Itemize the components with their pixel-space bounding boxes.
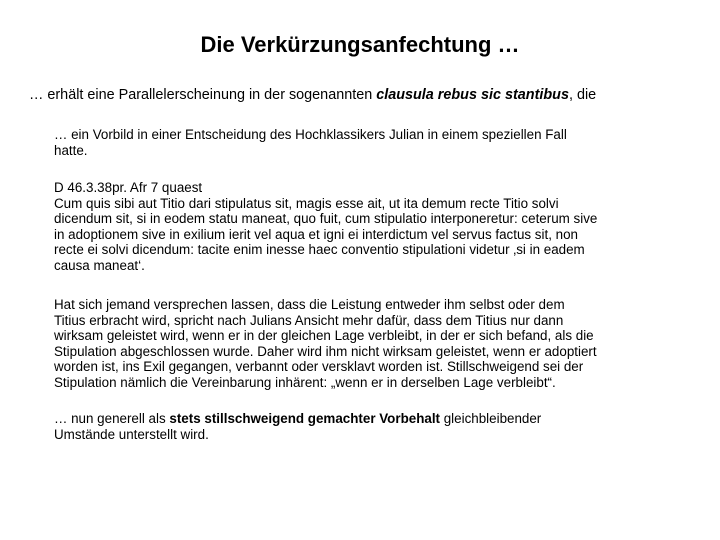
intro-line (29, 86, 689, 105)
paragraph-julian-precedent (54, 127, 706, 158)
paragraph-line: dicendum sit, si in eodem statu maneat, quo fuit, cum stipulatio interponeretur: ceterum sive (54, 211, 598, 227)
intro-emphasis: clausula rebus sic stantibus (376, 87, 569, 103)
intro-text-after: , die (568, 87, 597, 103)
paragraph-line: in adoptionem sive in exilium ierit vel aqua et igni ei interdictum vel servus factus sit, non (54, 226, 578, 242)
paragraph-line: wirksam geleistet wird, wenn er in der gleichen Lage verbleibt, in der er sich befand, als die (54, 328, 594, 344)
conclusion-text-after: gleichbleibender (440, 411, 542, 426)
paragraph-conclusion (54, 411, 706, 442)
paragraph-line: recte ei solvi dicendum: tacite enim inesse haec conventio stipulationi videtur ‚si in eadem (54, 242, 585, 258)
paragraph-line: hatte. (54, 142, 88, 158)
paragraph-line: Cum quis sibi aut Titio dari stipulatus sit, magis esse ait, ut ita demum recte Titio solvi (54, 195, 559, 211)
paragraph-line: … ein Vorbild in einer Entscheidung des Hochklassikers Julian in einem speziellen Fall (54, 127, 567, 142)
paragraph-line: Hat sich jemand versprechen lassen, dass die Leistung entweder ihm selbst oder dem (54, 297, 565, 312)
paragraph-line (54, 411, 706, 427)
paragraph-line: worden ist, ins Exil gegangen, verbannt oder versklavt worden ist. Stillschweigend sei der (54, 359, 584, 375)
paragraph-line: causa maneat‘. (54, 257, 145, 273)
conclusion-bold-phrase: stets stillschweigend gemachter Vorbehalt (169, 411, 441, 426)
source-citation: D 46.3.38pr. Afr 7 quaest (54, 180, 203, 195)
paragraph-german-translation (54, 297, 706, 391)
paragraph-latin-source (54, 180, 706, 274)
paragraph-line: Stipulation nämlich die Vereinbarung inhärent: „wenn er in derselben Lage verbleibt“. (54, 374, 556, 390)
conclusion-text-before: … nun generell als (54, 411, 170, 426)
paragraph-line: Titius erbracht wird, spricht nach Julians Ansicht mehr dafür, dass dem Titius nur dann (54, 312, 564, 328)
slide-title: Die Verkürzungsanfechtung … (200, 32, 520, 57)
paragraph-line: Stipulation abgeschlossen wurde. Daher wird ihm nicht wirksam geleistet, wenn er adoptiert (54, 343, 597, 359)
intro-text-before: … erhält eine Parallelerscheinung in der sogenannten (29, 87, 377, 103)
paragraph-line: Umstände unterstellt wird. (54, 426, 209, 442)
